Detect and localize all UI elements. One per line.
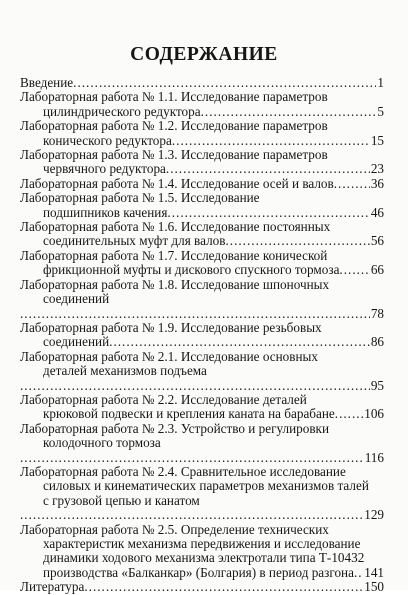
toc-entry-title-cont: цилиндрического редуктора bbox=[43, 103, 201, 119]
toc-entry-title: Литература bbox=[20, 579, 85, 595]
toc-leader-dots bbox=[20, 307, 370, 321]
toc-entry-title: Лабораторная работа № 1.8. Исследование шпоночных bbox=[20, 276, 330, 292]
toc-leader-dots bbox=[201, 105, 377, 119]
toc-entry bbox=[20, 191, 384, 220]
toc-entry bbox=[20, 350, 384, 393]
toc-page-number: 5 bbox=[377, 103, 384, 119]
toc-page-number: 78 bbox=[370, 305, 384, 321]
toc-entry bbox=[20, 119, 384, 148]
toc-entry bbox=[20, 580, 384, 594]
toc-entry bbox=[20, 393, 384, 422]
toc-leader-dots bbox=[354, 566, 363, 580]
toc-entry-title-cont: производства «Балканкар» (Болгария) в период разгона bbox=[43, 564, 354, 580]
toc-leader-dots bbox=[84, 580, 363, 594]
toc-entry-title-cont: соединительных муфт для валов bbox=[43, 233, 226, 249]
toc-entry-title-cont: силовых и кинематических параметров механизмов талей bbox=[43, 478, 369, 494]
toc-entry bbox=[20, 523, 384, 581]
toc-entry-title: Лабораторная работа № 1.3. Исследование параметров bbox=[20, 147, 328, 163]
toc-entry bbox=[20, 220, 384, 249]
toc-entry-title-cont: динамики ходового механизма электротали типа Т-10432 bbox=[43, 550, 365, 566]
toc-leader-dots bbox=[334, 177, 370, 191]
toc-page-number: 150 bbox=[364, 579, 384, 595]
toc-entry-title: Лабораторная работа № 2.1. Исследование основных bbox=[20, 348, 318, 364]
toc-page-number: 129 bbox=[364, 507, 384, 523]
toc-entry-title-cont: соединений bbox=[43, 291, 110, 307]
toc-leader-dots bbox=[166, 162, 370, 176]
toc-entry-title: Введение bbox=[20, 75, 74, 90]
toc-leader-dots bbox=[225, 234, 369, 248]
toc-leader-dots bbox=[335, 407, 363, 421]
toc-entry-title-cont: фрикционной муфты и дискового спускного тормоза bbox=[43, 262, 340, 278]
toc-entry bbox=[20, 321, 384, 350]
toc-leader-dots bbox=[20, 451, 364, 465]
toc-entry bbox=[20, 76, 384, 90]
toc-leader-dots bbox=[172, 134, 370, 148]
toc-entry bbox=[20, 90, 384, 119]
toc-page-number: 15 bbox=[370, 132, 384, 148]
toc-entry-title: Лабораторная работа № 1.2. Исследование параметров bbox=[20, 118, 328, 134]
toc-entry-title-cont: деталей механизмов подъема bbox=[43, 363, 207, 379]
toc-list bbox=[20, 76, 384, 595]
toc-entry-title: Лабораторная работа № 1.9. Исследование резьбовых bbox=[20, 319, 322, 335]
toc-page-number: 141 bbox=[364, 564, 384, 580]
toc-entry-title: Лабораторная работа № 1.1. Исследование параметров bbox=[20, 89, 328, 105]
toc-page-number: 86 bbox=[370, 334, 384, 350]
toc-page-number: 116 bbox=[364, 449, 384, 465]
toc-entry-title-cont: крюковой подвески и крепления каната на барабане bbox=[43, 406, 335, 422]
toc-entry-title-cont: характеристик механизма передвижения и исследование bbox=[43, 536, 361, 551]
toc-entry-title-cont: колодочного тормоза bbox=[43, 435, 161, 451]
toc-entry bbox=[20, 177, 384, 191]
toc-entry bbox=[20, 422, 384, 465]
toc-entry bbox=[20, 249, 384, 278]
toc-entry-title: Лабораторная работа № 2.3. Устройство и регулировки bbox=[20, 420, 330, 436]
toc-page-number: 46 bbox=[370, 204, 384, 220]
toc-page-number: 95 bbox=[370, 377, 384, 393]
toc-entry-title: Лабораторная работа № 2.4. Сравнительное исследование bbox=[20, 463, 346, 479]
toc-page-number: 106 bbox=[364, 406, 384, 422]
toc-entry-title: Лабораторная работа № 2.5. Определение технических bbox=[20, 521, 329, 537]
toc-page-number: 23 bbox=[370, 161, 384, 177]
toc-entry bbox=[20, 465, 384, 523]
toc-page-number: 1 bbox=[377, 75, 384, 90]
toc-entry bbox=[20, 148, 384, 177]
toc-leader-dots bbox=[109, 335, 370, 349]
toc-leader-dots bbox=[73, 76, 376, 90]
toc-entry bbox=[20, 278, 384, 321]
toc-leader-dots bbox=[20, 379, 370, 393]
toc-entry-title: Лабораторная работа № 2.2. Исследование деталей bbox=[20, 391, 307, 407]
toc-page-number: 56 bbox=[370, 233, 384, 249]
toc-entry-title: Лабораторная работа № 1.7. Исследование конической bbox=[20, 247, 328, 263]
toc-entry-title-cont: подшипников качения bbox=[43, 204, 168, 220]
toc-heading: СОДЕРЖАНИЕ bbox=[130, 44, 278, 65]
toc-entry-title-cont: с грузовой цепью и канатом bbox=[43, 492, 200, 508]
toc-page-number: 66 bbox=[370, 262, 384, 278]
toc-entry-title: Лабораторная работа № 1.5. Исследование bbox=[20, 190, 260, 206]
toc-entry-title: Лабораторная работа № 1.6. Исследование постоянных bbox=[20, 219, 331, 235]
toc-entry-title-cont: червячного редуктора bbox=[43, 161, 166, 177]
toc-entry-title: Лабораторная работа № 1.4. Исследование осей и валов bbox=[20, 175, 334, 191]
toc-leader-dots bbox=[20, 508, 363, 522]
toc-entry-title-cont: соединений bbox=[43, 334, 110, 350]
toc-leader-dots bbox=[339, 263, 369, 277]
toc-entry-title-cont: конического редуктора bbox=[43, 132, 172, 148]
toc-leader-dots bbox=[167, 206, 369, 220]
toc-page-number: 36 bbox=[370, 175, 384, 191]
